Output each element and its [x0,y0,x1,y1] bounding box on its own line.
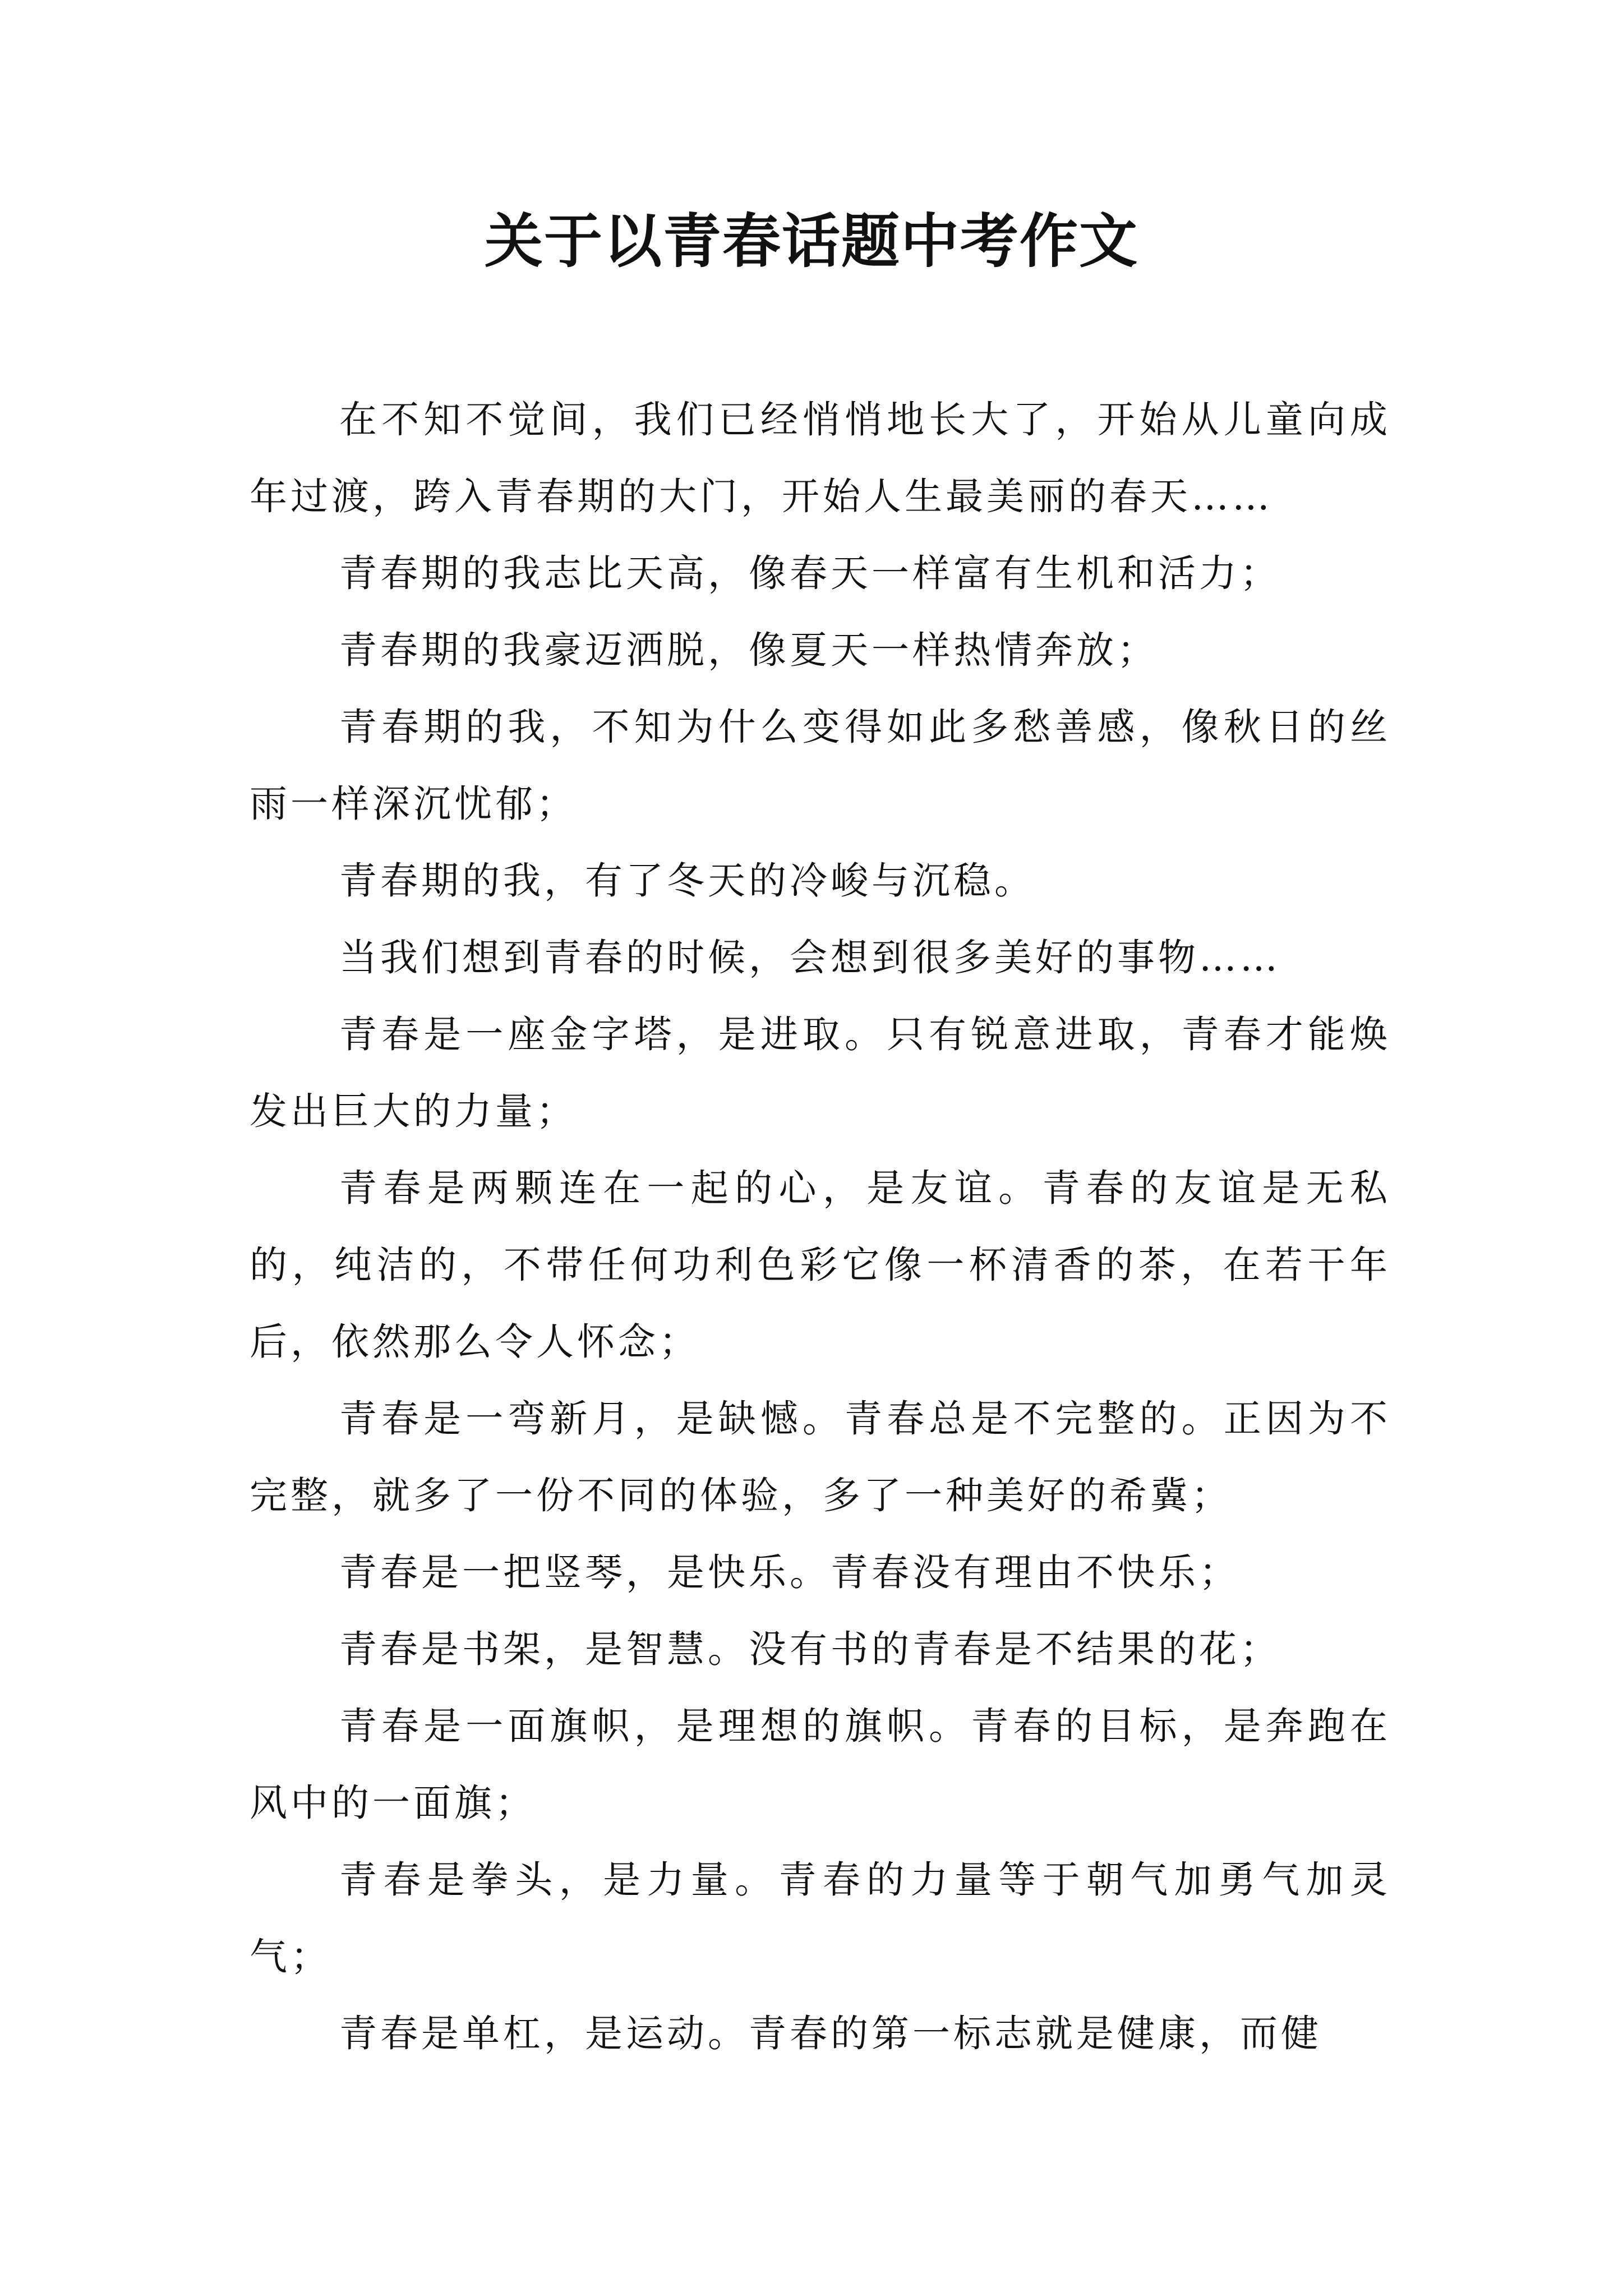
paragraph: 青春期的我，有了冬天的冷峻与沉稳。 [339,859,1035,903]
paragraph: 青春是一把竖琴，是快乐。青春没有理由不快乐； [339,1550,1240,1594]
paragraph: 在不知不觉间，我们已经悄悄地长大了，开始从儿童向成年过渡，跨入青春期的大门，开始人生最美丽的春天…… [250,398,1391,518]
paragraph: 青春是单杠，是运动。青春的第一标志就是健康，而健 [339,2012,1322,2055]
paragraph: 青春期的我志比天高，像春天一样富有生机和活力； [339,551,1281,595]
paragraph: 青春是两颗连在一起的心，是友谊。青春的友谊是无私的，纯洁的，不带任何功利色彩它像一杯清香的茶，在若干年后，依然那么令人怀念； [250,1166,1391,1364]
paragraph: 青春是书架，是智慧。没有书的青春是不结果的花； [339,1627,1281,1671]
paragraph: 青春是一面旗帜，是理想的旗帜。青春的目标，是奔跑在风中的一面旗； [250,1704,1391,1825]
paragraph: 青春是拳头，是力量。青春的力量等于朝气加勇气加灵气； [250,1858,1391,1978]
document-title: 关于以青春话题中考作文 [484,206,1138,275]
paragraph: 青春期的我，不知为什么变得如此多愁善感，像秋日的丝雨一样深沉忧郁； [250,705,1391,826]
paragraph: 青春期的我豪迈洒脱，像夏天一样热情奔放； [339,628,1158,672]
paragraph: 当我们想到青春的时候，会想到很多美好的事物…… [339,936,1281,979]
paragraph: 青春是一弯新月，是缺憾。青春总是不完整的。正因为不完整，就多了一份不同的体验，多了一种美好的希冀； [250,1397,1391,1517]
paragraph: 青春是一座金字塔，是进取。只有锐意进取，青春才能焕发出巨大的力量； [250,1013,1391,1133]
document-body [250,381,1391,2072]
